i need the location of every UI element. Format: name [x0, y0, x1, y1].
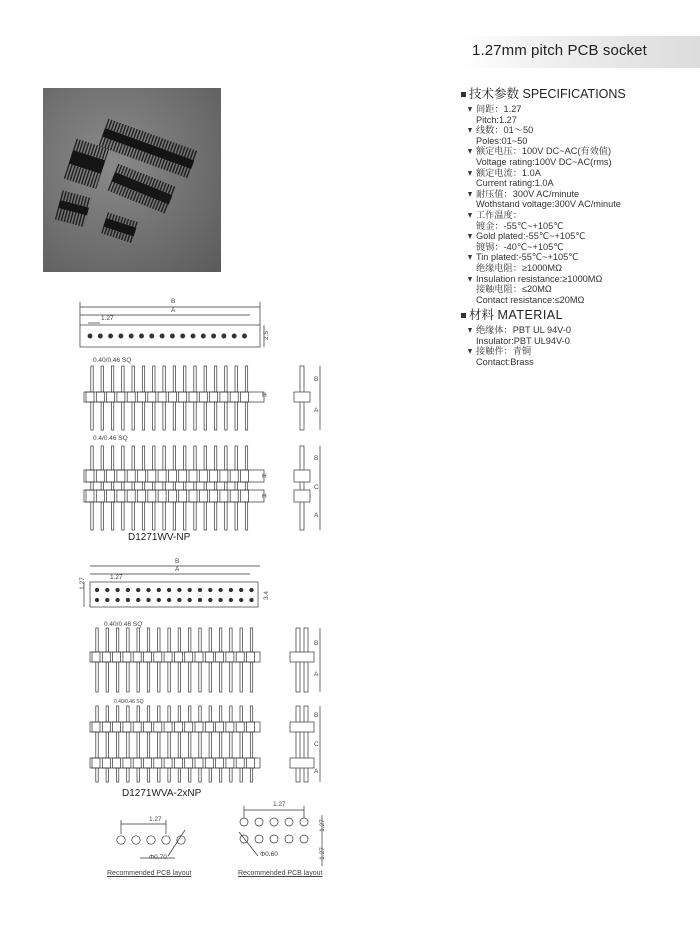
pcb-hole [285, 835, 293, 843]
height-label-2: 3.4 [263, 590, 271, 601]
plastic-body-2a [84, 470, 264, 482]
pin [184, 446, 186, 530]
pin-hole [139, 334, 143, 338]
pin [91, 446, 93, 530]
pin [173, 446, 175, 530]
pin-sq-label-2: 0.4/0.46 SQ [93, 435, 128, 442]
pin [235, 446, 237, 530]
pin-hole [126, 588, 130, 592]
pin-hole [136, 588, 140, 592]
pin-hole [201, 334, 205, 338]
pin-hole [157, 588, 161, 592]
pin [194, 446, 196, 530]
pin [127, 706, 129, 782]
pin-hole [229, 598, 233, 602]
pin-hole [239, 588, 243, 592]
pcb-pitch-label-2: 1.27 [273, 801, 286, 808]
pcb-layout-label-1: Recommended PCB layout [107, 870, 192, 877]
side-body-3 [290, 652, 314, 662]
side-pin-2 [300, 446, 304, 530]
pin-hole [229, 588, 233, 592]
spec-row: 工作温度： [467, 210, 697, 221]
side-body-2b [294, 490, 310, 502]
pin-hole [106, 598, 110, 602]
spec-row: Voltage rating:100V DC~AC(rms) [476, 156, 612, 167]
pin [168, 706, 170, 782]
pin-hole [198, 588, 202, 592]
pin [163, 446, 165, 530]
pcb-hole [147, 836, 155, 844]
pin-hole [147, 598, 151, 602]
side4-dim-c: C [314, 741, 319, 748]
pin [101, 446, 103, 530]
pin [122, 446, 124, 530]
material-row: Contact:Brass [476, 357, 534, 368]
spec-row: 耐压值：300V AC/minute [467, 189, 697, 200]
material-row: Insulator:PBT UL94V-0 [476, 335, 570, 346]
pin-hole [212, 334, 216, 338]
pin [137, 706, 139, 782]
pitch-label: 1.27 [101, 315, 114, 322]
pin [214, 446, 216, 530]
pitch-label-3: 1.27 [78, 577, 86, 590]
pin-sq-label-4: 0.40/0.46 SQ [114, 699, 144, 705]
pin-hole [157, 598, 161, 602]
side3-dim-a: A [314, 671, 319, 678]
pin [230, 706, 232, 782]
spec-row: 接触电阻：≤20MΩ [476, 284, 552, 295]
side-pin-4b [304, 706, 308, 782]
pcb-hole [240, 818, 248, 826]
spec-row: 线数：01～50 [467, 125, 697, 136]
spec-heading-cn: 技术参数 [469, 87, 520, 101]
page-title: 1.27mm pitch PCB socket [472, 42, 647, 59]
spec-row: Pitch:1.27 [476, 114, 517, 125]
pin-hole [219, 598, 223, 602]
spec-row: Wothstand voltage:300V AC/minute [476, 199, 621, 210]
pcb-hole [255, 818, 263, 826]
pin-hole [239, 598, 243, 602]
spec-heading-en: SPECIFICATIONS [522, 87, 626, 101]
side-body-4b [290, 758, 314, 768]
pin-hole [126, 598, 130, 602]
pin-hole [136, 598, 140, 602]
pin-hole [178, 598, 182, 602]
side-body-2a [294, 470, 310, 482]
side-pin-4 [296, 706, 300, 782]
pin [147, 706, 149, 782]
pcb-hole [117, 836, 125, 844]
pin [240, 706, 242, 782]
pin-hole [198, 598, 202, 602]
pcb-hole [270, 835, 278, 843]
pcb-pitch-label-1: 1.27 [149, 816, 162, 823]
spec-row: Insulation resistance:≥1000MΩ [467, 274, 697, 285]
pcb-pitch-label-3: 1.27 [318, 819, 326, 832]
pin [250, 706, 252, 782]
pcb-layout-label-2: Recommended PCB layout [238, 870, 323, 877]
pin-hole [232, 334, 236, 338]
pcb-hole [255, 835, 263, 843]
pin [225, 446, 227, 530]
side-body-4a [290, 722, 314, 732]
pin-sq-label-1: 0.40/0.46 SQ [93, 357, 132, 364]
spec-row: Tin plated:-55℃~+105℃ [467, 252, 697, 263]
pin-hole [98, 334, 102, 338]
pin-hole [167, 588, 171, 592]
spec-row: 镀锡：-40℃~+105℃ [476, 241, 564, 252]
pin-hole [129, 334, 133, 338]
pin-hole [88, 334, 92, 338]
leader-line [239, 832, 258, 856]
dim-a-label: A [171, 307, 176, 314]
leader-line [168, 830, 185, 856]
plastic-body-1 [84, 392, 264, 402]
pcb-hole [300, 818, 308, 826]
pin-hole [188, 588, 192, 592]
pin [106, 706, 108, 782]
spec-row: 额定电压：100V DC~AC(有效值) [467, 146, 697, 157]
pin-hole [250, 598, 254, 602]
pin-hole [167, 598, 171, 602]
pin-sq-label-3: 0.40/0.46 SQ [104, 621, 143, 628]
material-heading-en: MATERIAL [497, 308, 564, 323]
side4-dim-a: A [314, 768, 319, 775]
dim-b-label-2: B [175, 558, 180, 565]
pcb-hole [162, 836, 170, 844]
spec-row: 额定电流：1.0A [467, 168, 697, 179]
pcb-hole [300, 835, 308, 843]
side3-dim-b: B [314, 640, 319, 647]
spec-row: 镀金：-55℃~+105℃ [476, 220, 564, 231]
material-row: 绝缘体：PBT UL 94V-0 [467, 325, 697, 336]
pin-hole [119, 334, 123, 338]
spec-row: Current rating:1.0A [476, 178, 554, 189]
pcb-pitch-label-4: 1.27 [318, 847, 326, 860]
plastic-body-4b [90, 758, 260, 768]
pin-hole [178, 588, 182, 592]
pin [219, 706, 221, 782]
hole-label-1: Φ0.70 [149, 854, 167, 861]
pin-hole [170, 334, 174, 338]
pin-hole [188, 598, 192, 602]
pin [209, 706, 211, 782]
pin-hole [116, 598, 120, 602]
spec-row: 间距：1.27 [467, 104, 697, 115]
pin-hole [181, 334, 185, 338]
pcb-hole [270, 818, 278, 826]
pin-hole [106, 588, 110, 592]
plastic-body-4a [90, 722, 260, 732]
side2-dim-a: A [314, 512, 319, 519]
pin [204, 446, 206, 530]
spec-row: Contact resistance:≤20MΩ [476, 294, 585, 305]
material-heading-cn: 材料 [469, 308, 495, 323]
pin-hole [95, 588, 99, 592]
pcb-hole [285, 818, 293, 826]
pin [111, 446, 113, 530]
pin [245, 446, 247, 530]
side2-dim-c: C [314, 484, 319, 491]
pin [189, 706, 191, 782]
pin-hole [147, 588, 151, 592]
pin [142, 446, 144, 530]
pitch-label-2: 1.27 [110, 574, 123, 581]
pin [199, 706, 201, 782]
pin-hole [95, 598, 99, 602]
side-body-1 [294, 392, 310, 402]
pin [96, 706, 98, 782]
pin [132, 446, 134, 530]
front2-dim-h2: H [262, 493, 267, 500]
pin-hole [250, 588, 254, 592]
plastic-body-2b [84, 490, 264, 502]
model-label-1: D1271WV-NP [128, 532, 191, 543]
pcb-hole [132, 836, 140, 844]
front2-dim-h1: H [262, 473, 267, 480]
pin-hole [191, 334, 195, 338]
plastic-body-3 [90, 652, 260, 662]
pin-hole [160, 334, 164, 338]
hole-label-2: Φ0.60 [260, 851, 278, 858]
side2-dim-b: B [314, 455, 319, 462]
pin-hole [242, 334, 246, 338]
pin [116, 706, 118, 782]
front-dim-h: H [262, 392, 267, 399]
material-row: 接触件：青铜 [467, 346, 697, 357]
spec-row: Poles:01~50 [476, 135, 528, 146]
spec-row: Gold plated:-55℃~+105℃ [467, 231, 697, 242]
model-label-2: D1271WVA-2xNP [122, 788, 202, 799]
pin [178, 706, 180, 782]
pin-hole [109, 334, 113, 338]
pin-hole [209, 588, 213, 592]
dim-a-label-2: A [175, 566, 180, 573]
spec-row: 绝缘电阻：≥1000MΩ [476, 262, 562, 273]
side-dim-a: A [314, 407, 319, 414]
side-dim-b: B [314, 376, 319, 383]
pin-hole [116, 588, 120, 592]
pin [158, 706, 160, 782]
dim-b-label: B [171, 298, 176, 305]
height-label: 2.5 [263, 330, 271, 341]
pin-hole [222, 334, 226, 338]
pin-hole [219, 588, 223, 592]
side4-dim-b: B [314, 712, 319, 719]
pin-hole [209, 598, 213, 602]
housing-top-view-2 [90, 582, 258, 607]
pin [153, 446, 155, 530]
pin-hole [150, 334, 154, 338]
